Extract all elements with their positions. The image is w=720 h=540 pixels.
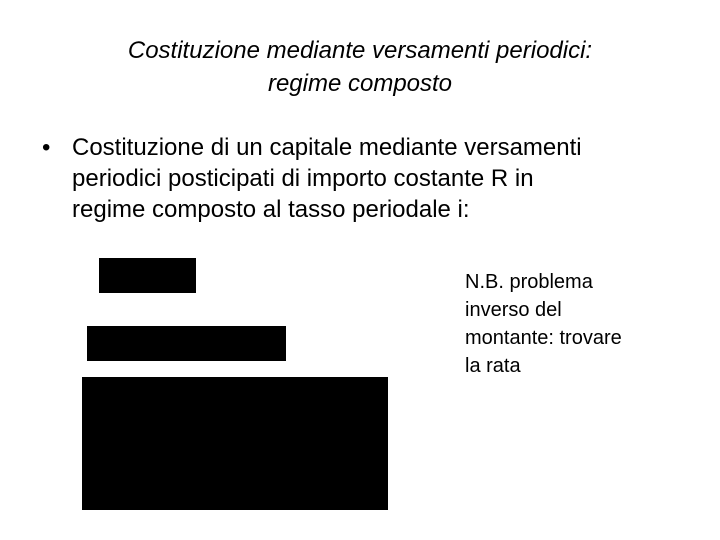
bullet-text-line-1: Costituzione di un capitale mediante versamenti xyxy=(72,134,582,161)
side-note-line-3: montante: trovare xyxy=(465,327,622,349)
bullet-text xyxy=(72,132,692,225)
slide-title xyxy=(40,34,680,100)
slide-title-line-1: Costituzione mediante versamenti periodici: xyxy=(127,37,593,64)
bullet-point xyxy=(42,132,692,225)
redacted-formula-box-3 xyxy=(82,377,388,510)
side-note-line-2: inverso del xyxy=(465,299,562,321)
slide-title-line-2: regime composto xyxy=(267,70,453,97)
bullet-text-line-2: periodici posticipati di importo costante R in xyxy=(72,165,534,192)
side-note-line-4: la rata xyxy=(465,355,521,377)
redacted-formula-box-2 xyxy=(87,326,286,361)
redacted-formula-box-1 xyxy=(99,258,196,293)
side-note xyxy=(465,268,685,380)
bullet-glyph: • xyxy=(42,134,51,161)
side-note-line-1: N.B. problema xyxy=(465,271,593,293)
bullet-text-line-3: regime composto al tasso periodale i: xyxy=(72,196,470,223)
